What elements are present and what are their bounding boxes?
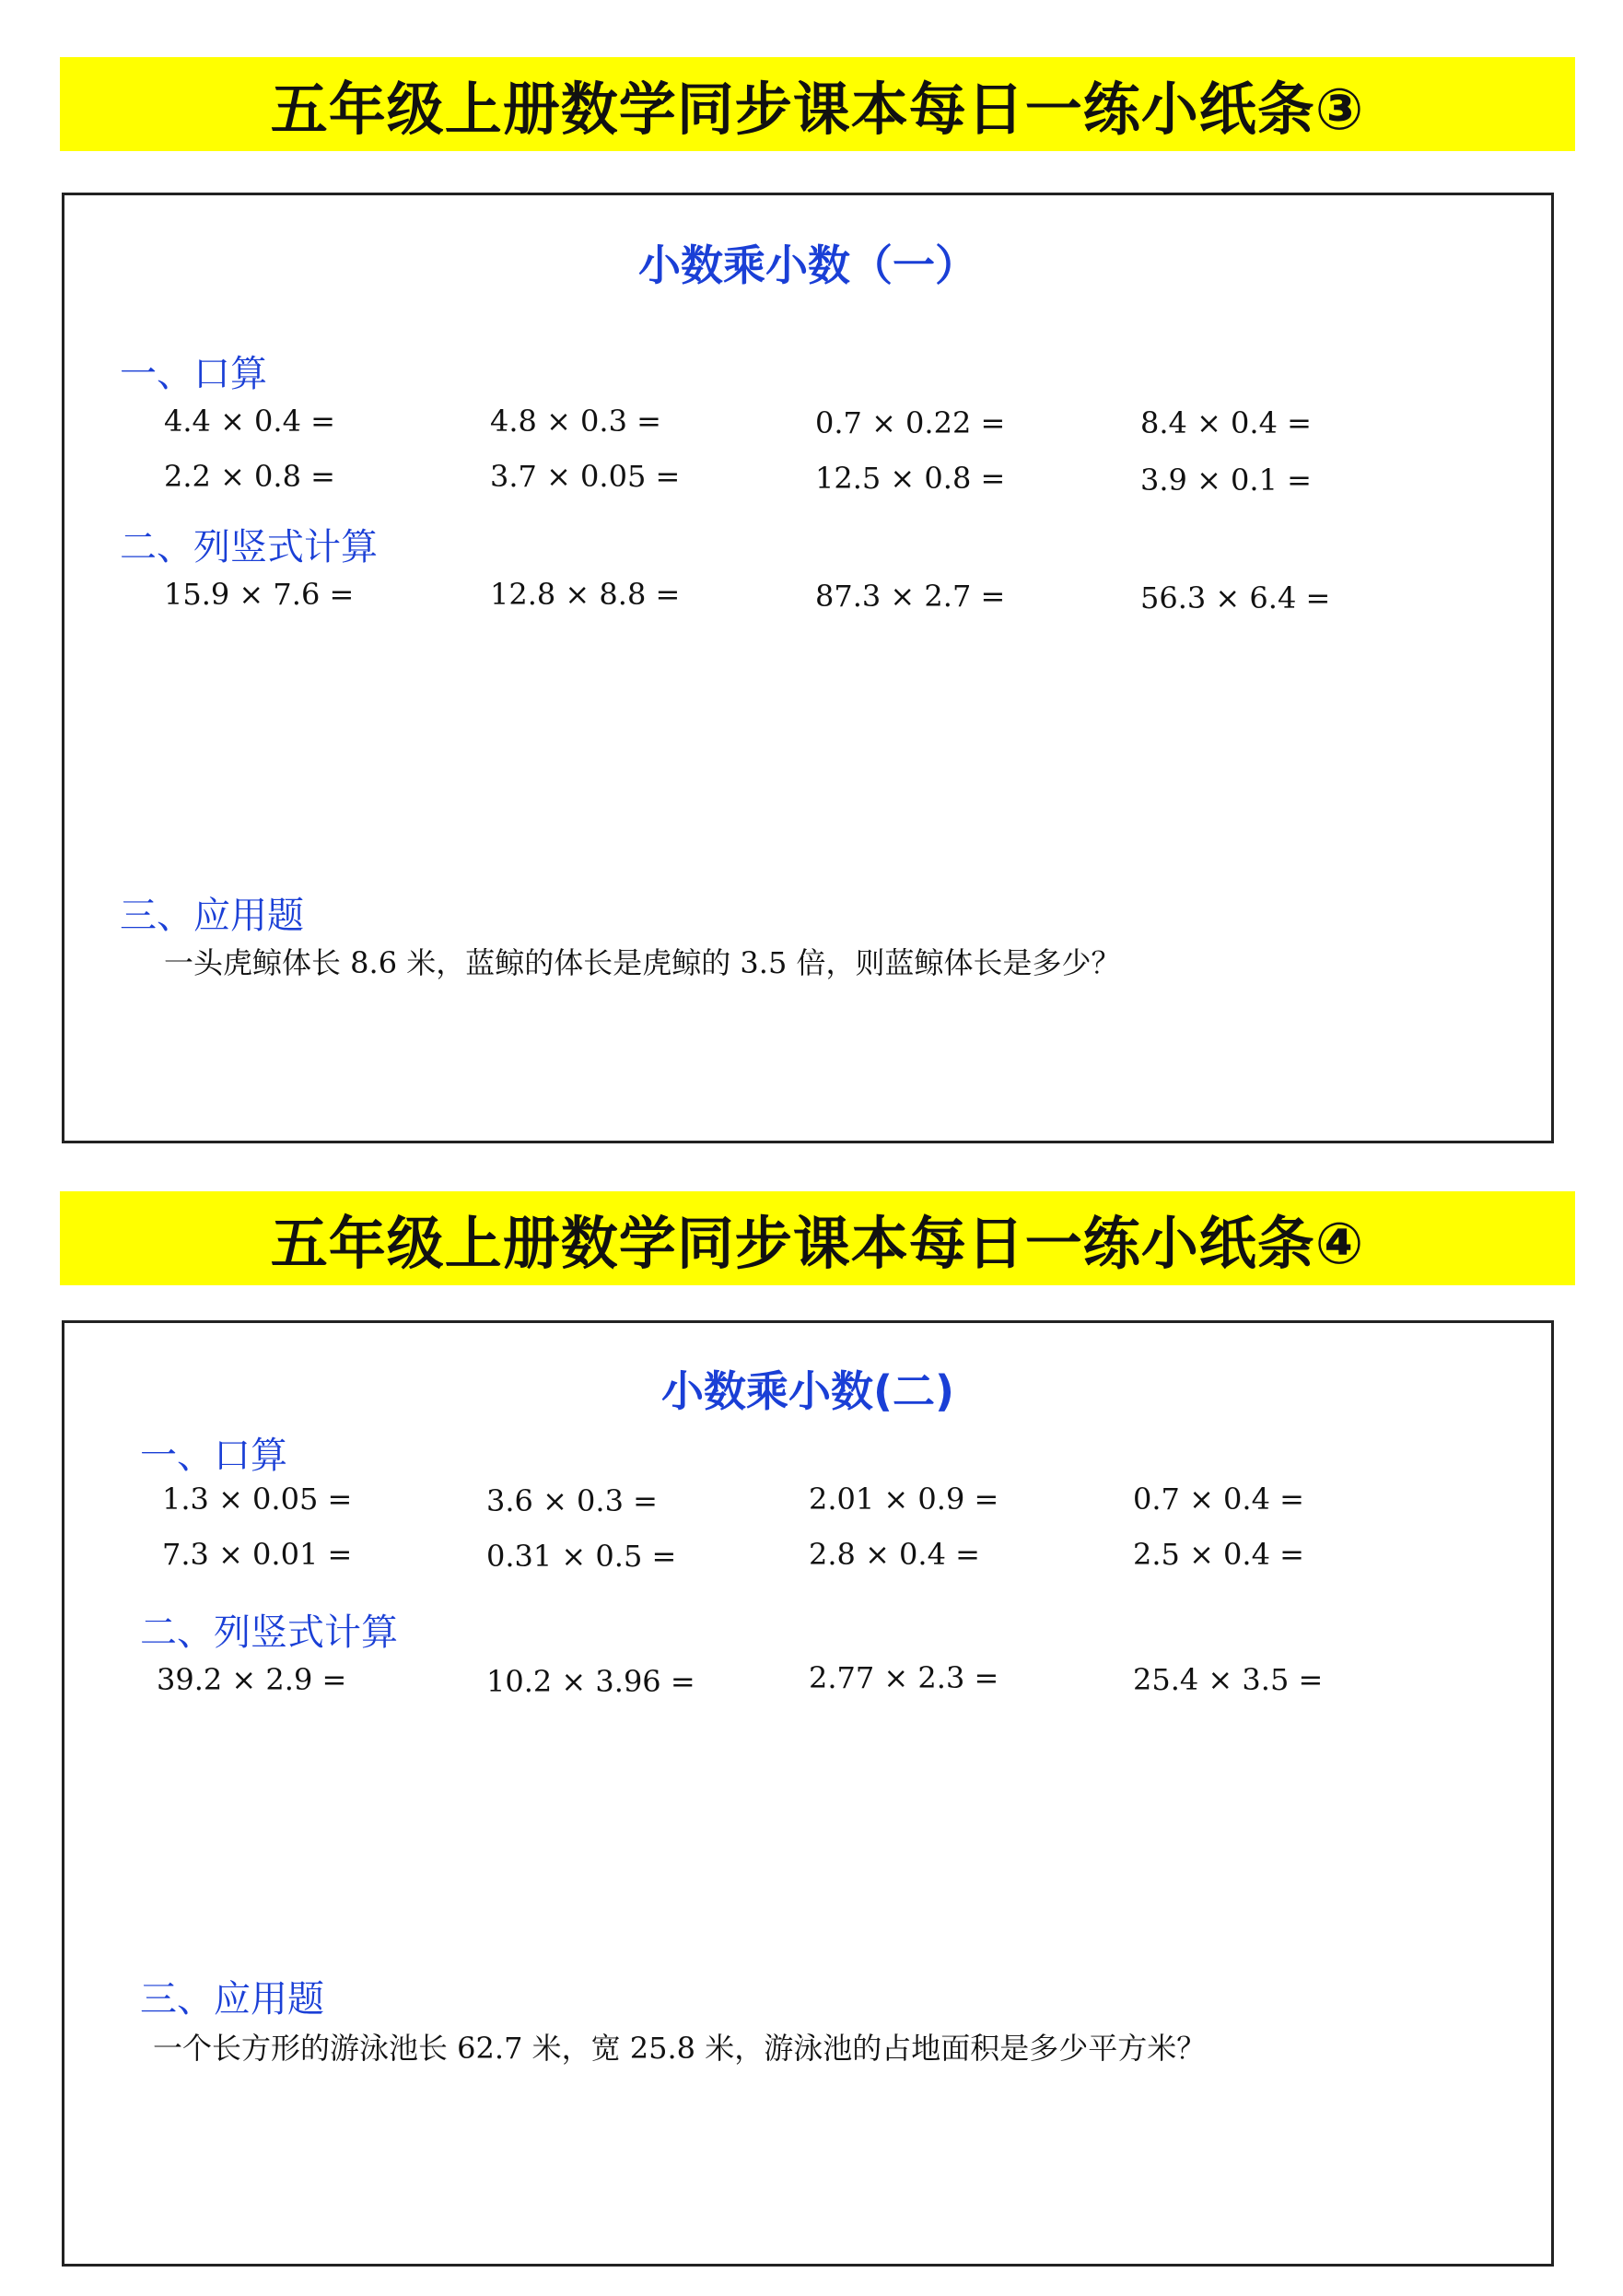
worksheet-4-application-heading: 三、应用题 xyxy=(140,1978,324,2021)
worksheet-4-mental-item-4: 0.7 × 0.4 = xyxy=(1133,1482,1304,1517)
worksheet-3-vertical-heading: 二、列竖式计算 xyxy=(120,526,378,568)
worksheet-4-vertical-heading: 二、列竖式计算 xyxy=(140,1611,398,1654)
worksheet-4-mental-item-5: 7.3 × 0.01 = xyxy=(162,1537,353,1572)
worksheet-3-mental-item-1: 4.4 × 0.4 = xyxy=(164,404,335,439)
worksheet-4-mental-item-6: 0.31 × 0.5 = xyxy=(486,1539,677,1574)
worksheet-4-card xyxy=(62,1320,1554,2267)
worksheet-3-application-text: 一头虎鲸体长 8.6 米，蓝鲸的体长是虎鲸的 3.5 倍，则蓝鲸体长是多少？ xyxy=(164,945,1121,980)
worksheet-3-mental-heading: 一、口算 xyxy=(120,353,267,395)
worksheet-4-banner: 五年级上册数学同步课本每日一练小纸条④ xyxy=(60,1191,1575,1285)
worksheet-4-vertical-item-2: 10.2 × 3.96 = xyxy=(486,1664,695,1699)
worksheet-4-mental-item-8: 2.5 × 0.4 = xyxy=(1133,1537,1304,1572)
worksheet-4-mental-item-3: 2.01 × 0.9 = xyxy=(809,1482,999,1517)
worksheet-3-vertical-item-3: 87.3 × 2.7 = xyxy=(815,579,1006,614)
worksheet-3-banner: 五年级上册数学同步课本每日一练小纸条③ xyxy=(60,57,1575,151)
worksheet-3-mental-item-4: 8.4 × 0.4 = xyxy=(1140,405,1312,440)
worksheet-3-vertical-item-4: 56.3 × 6.4 = xyxy=(1140,580,1331,615)
worksheet-4-vertical-item-1: 39.2 × 2.9 = xyxy=(157,1662,347,1697)
worksheet-3-mental-item-8: 3.9 × 0.1 = xyxy=(1140,463,1312,498)
worksheet-3-application-heading: 三、应用题 xyxy=(120,895,304,937)
worksheet-4-application-text: 一个长方形的游泳池长 62.7 米，宽 25.8 米，游泳池的占地面积是多少平方米？ xyxy=(153,2031,1207,2066)
worksheet-3-vertical-item-2: 12.8 × 8.8 = xyxy=(490,577,681,612)
worksheet-3-mental-item-5: 2.2 × 0.8 = xyxy=(164,459,335,494)
worksheet-4-mental-heading: 一、口算 xyxy=(140,1435,287,1477)
worksheet-3-mental-item-6: 3.7 × 0.05 = xyxy=(490,459,681,494)
worksheet-3-mental-item-3: 0.7 × 0.22 = xyxy=(815,405,1006,440)
worksheet-4-vertical-item-3: 2.77 × 2.3 = xyxy=(809,1660,999,1695)
worksheet-3-vertical-item-1: 15.9 × 7.6 = xyxy=(164,577,355,612)
worksheet-4-vertical-item-4: 25.4 × 3.5 = xyxy=(1133,1662,1324,1697)
worksheet-3-card xyxy=(62,193,1554,1143)
worksheet-3-mental-item-7: 12.5 × 0.8 = xyxy=(815,461,1006,496)
worksheet-4-mental-item-7: 2.8 × 0.4 = xyxy=(809,1537,980,1572)
worksheet-4-title: 小数乘小数(二) xyxy=(660,1366,955,1416)
worksheet-4-mental-item-1: 1.3 × 0.05 = xyxy=(162,1482,353,1517)
worksheet-3-title: 小数乘小数（一） xyxy=(638,240,977,290)
worksheet-4-mental-item-2: 3.6 × 0.3 = xyxy=(486,1483,658,1518)
worksheet-3-mental-item-2: 4.8 × 0.3 = xyxy=(490,404,661,439)
